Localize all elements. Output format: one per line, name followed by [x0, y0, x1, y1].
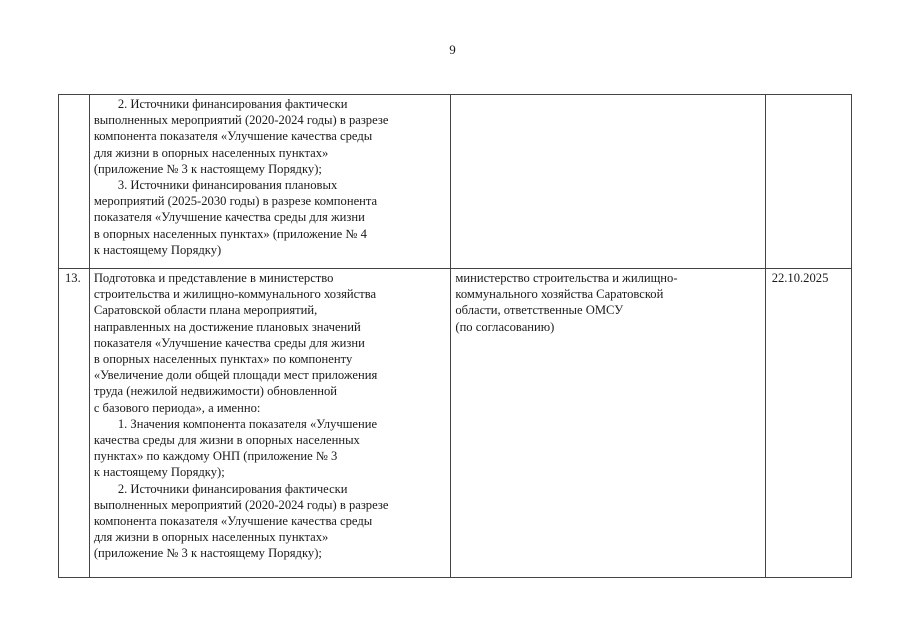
description-line: в опорных населенных пунктах» (приложение № 4 — [93, 226, 367, 241]
page-number: 9 — [449, 42, 456, 57]
table-row-13 — [59, 269, 852, 578]
date-cell: 22.10.2025 — [765, 269, 851, 578]
description-line: пунктах» по каждому ОНП (приложение № 3 — [93, 449, 338, 464]
description-line: 2. Источники финансирования фактически — [117, 481, 348, 496]
description-line: для жизни в опорных населенных пунктах» — [93, 145, 329, 160]
description-line: «Увеличение доли общей площади мест приложения — [93, 368, 378, 383]
description-line: компонента показателя «Улучшение качества среды — [93, 514, 373, 529]
description-cell — [89, 269, 451, 578]
description-line: качества среды для жизни в опорных населенных — [93, 433, 360, 448]
description-line: (приложение № 3 к настоящему Порядку); — [93, 546, 322, 561]
responsible-cell — [451, 95, 765, 269]
description-cell — [89, 95, 451, 269]
responsible-line: министерство строительства и жилищно- — [455, 271, 678, 285]
description-line: Саратовской области плана мероприятий, — [93, 303, 318, 318]
row-number-cell: 13. — [59, 269, 90, 578]
measures-table — [58, 94, 852, 578]
responsible-line: области, ответственные ОМСУ — [455, 303, 624, 318]
description-line: к настоящему Порядку); — [93, 465, 225, 480]
description-line: показателя «Улучшение качества среды для жизни — [93, 210, 365, 225]
description-line: строительства и жилищно-коммунального хозяйства — [93, 287, 377, 302]
description-line: к настоящему Порядку) — [93, 242, 222, 257]
description-line: в опорных населенных пунктах» по компоненту — [93, 352, 353, 367]
description-line: мероприятий (2025-2030 годы) в разрезе компонента — [93, 194, 378, 209]
table-row-continuation — [59, 95, 852, 269]
row-number-cell — [59, 95, 90, 269]
description-line: компонента показателя «Улучшение качества среды — [93, 129, 373, 144]
description-line: направленных на достижение плановых значений — [93, 319, 361, 334]
responsible-line: (по согласованию) — [455, 319, 555, 334]
description-line: 2. Источники финансирования фактически — [117, 97, 348, 111]
description-line: Подготовка и представление в министерство — [93, 271, 334, 285]
responsible-line: коммунального хозяйства Саратовской — [455, 287, 664, 302]
description-line: для жизни в опорных населенных пунктах» — [93, 530, 329, 545]
description-line: (приложение № 3 к настоящему Порядку); — [93, 161, 322, 176]
description-line: 1. Значения компонента показателя «Улучшение — [117, 416, 378, 431]
description-line: выполненных мероприятий (2020-2024 годы) в разрезе — [93, 497, 389, 512]
description-line: труда (нежилой недвижимости) обновленной — [93, 384, 338, 399]
description-line: показателя «Улучшение качества среды для жизни — [93, 335, 365, 350]
description-line: с базового периода», а именно: — [93, 400, 261, 415]
description-line: 3. Источники финансирования плановых — [117, 178, 338, 193]
responsible-cell — [451, 269, 765, 578]
description-line: выполненных мероприятий (2020-2024 годы) в разрезе — [93, 113, 389, 128]
date-cell — [765, 95, 851, 269]
